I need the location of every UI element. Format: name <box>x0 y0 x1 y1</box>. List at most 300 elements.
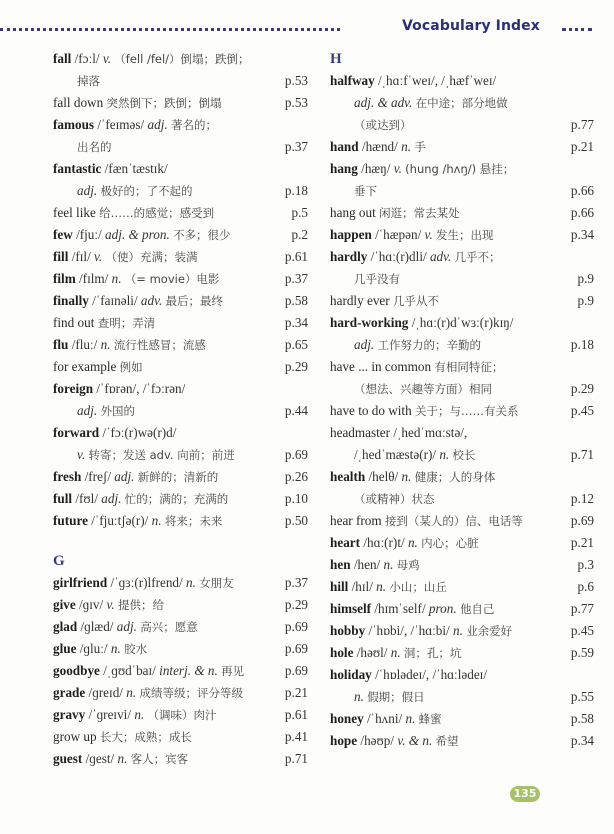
phrase: find out <box>53 315 95 330</box>
phonetic: /ˈɡreɪvi/ <box>88 707 132 722</box>
page-reference: p.66 <box>570 183 594 198</box>
page-reference: p.69 <box>284 663 308 678</box>
part-of-speech: n. <box>186 575 196 590</box>
page-reference: p.44 <box>284 403 308 418</box>
page-reference: p.77 <box>570 601 594 616</box>
phonetic: /fɔːl/ <box>74 51 100 66</box>
page-reference: p.3 <box>577 557 594 572</box>
page-reference: p.34 <box>570 733 594 748</box>
page-reference: p.77 <box>570 117 594 132</box>
part-of-speech: adj. <box>147 117 168 132</box>
vocab-entry <box>53 334 308 356</box>
definition: 几乎没有 <box>354 272 400 286</box>
entry-continuation <box>330 268 594 290</box>
dotted-rule-right <box>562 28 592 31</box>
definition: 闲逛；常去某处 <box>379 206 460 220</box>
headword: headmaster <box>330 425 391 440</box>
part-of-speech: n. <box>126 685 137 700</box>
definition: 客人；宾客 <box>130 752 189 766</box>
headword: holiday <box>330 667 372 682</box>
definition: 例如 <box>119 360 143 374</box>
phonetic: /ˈhʌni/ <box>367 711 403 726</box>
entry-continuation <box>330 444 594 466</box>
part-of-speech: pron. <box>428 601 457 616</box>
headword: fantastic <box>53 161 102 176</box>
definition: 在中途；部分地做 <box>415 96 508 110</box>
page-reference: p.71 <box>570 447 594 462</box>
vocab-entry <box>53 158 308 180</box>
headword: health <box>330 469 366 484</box>
part-of-speech: n. <box>110 641 121 656</box>
running-header <box>0 18 614 42</box>
definition: 有相同特征； <box>434 360 504 374</box>
headword: fill <box>53 249 69 264</box>
phrase: feel like <box>53 205 96 220</box>
part-of-speech: n. <box>407 535 418 550</box>
phonetic: /ɡlæd/ <box>80 619 114 634</box>
part-of-speech: n. <box>390 645 401 660</box>
vocab-entry <box>330 730 594 752</box>
page-reference: p.61 <box>284 707 308 722</box>
page-reference: p.65 <box>284 337 308 352</box>
vocab-entry <box>53 466 308 488</box>
definition: 洞；孔；坑 <box>403 646 462 660</box>
page-reference: p.18 <box>570 337 594 352</box>
definition: 最后；最终 <box>165 294 224 308</box>
phonetic: /fjuː/ <box>76 227 102 242</box>
vocab-entry <box>53 594 308 616</box>
phonetic: /ˈfɒrən/, /ˈfɔːrən/ <box>96 381 186 396</box>
phonetic: /ˈfaɪnəli/ <box>92 293 138 308</box>
headword: foreign <box>53 381 94 396</box>
definition: （= movie）电影 <box>124 272 220 286</box>
headword: guest <box>53 751 83 766</box>
phonetic: /ɡɪv/ <box>79 597 104 612</box>
vocab-entry <box>330 246 594 268</box>
phonetic: /ˌhɑːfˈweɪ/, /ˌhæfˈweɪ/ <box>378 73 497 88</box>
phonetic: /ˌhedˈmɑːstə/, <box>393 425 468 440</box>
vocab-entry <box>330 466 594 488</box>
vocab-entry <box>330 202 594 224</box>
definition: 内心；心脏 <box>421 536 479 550</box>
page-reference: p.9 <box>577 293 594 308</box>
page-reference: p.21 <box>284 685 308 700</box>
headword: give <box>53 597 76 612</box>
phonetic: /ˈfeɪməs/ <box>97 117 145 132</box>
vocab-entry <box>53 312 308 334</box>
vocab-entry <box>53 616 308 638</box>
phonetic: /ɡest/ <box>85 751 115 766</box>
dotted-rule <box>0 28 340 31</box>
vocab-entry <box>53 48 308 70</box>
headword: heart <box>330 535 361 550</box>
definition: 工作努力的；辛勤的 <box>377 338 481 352</box>
part-of-speech: n. <box>439 447 450 462</box>
vocab-entry <box>53 704 308 726</box>
entry-continuation <box>53 400 308 422</box>
definition: 女朋友 <box>199 576 234 590</box>
phonetic: /ˈhɑː(r)dli/ <box>370 249 427 264</box>
page-reference: p.37 <box>284 139 308 154</box>
page-reference: p.69 <box>284 619 308 634</box>
vocab-entry <box>330 400 594 422</box>
definition: 几乎从不 <box>392 294 439 308</box>
vocab-entry <box>53 268 308 290</box>
headword: happen <box>330 227 372 242</box>
page-reference: p.10 <box>284 491 308 506</box>
vocab-entry <box>53 748 308 770</box>
phonetic: /ɡreɪd/ <box>88 685 123 700</box>
headword: hole <box>330 645 354 660</box>
phonetic: /ɡluː/ <box>79 641 108 656</box>
definition: 转寄；发送 adv. 向前；前进 <box>88 448 235 462</box>
part-of-speech: n. <box>453 623 463 638</box>
definition: （调味）肉汁 <box>147 708 217 722</box>
header-title: Vocabulary Index <box>402 18 540 34</box>
headword: finally <box>53 293 89 308</box>
vocab-entry <box>53 638 308 660</box>
vocab-entry <box>53 290 308 312</box>
vocab-entry <box>330 554 594 576</box>
part-of-speech: adj. & adv. <box>354 95 413 110</box>
headword: famous <box>53 117 95 132</box>
page-reference: p.26 <box>284 469 308 484</box>
page-reference: p.61 <box>284 249 308 264</box>
part-of-speech: n. <box>401 139 411 154</box>
definition: 垂下 <box>354 184 377 198</box>
phonetic: /fɪl/ <box>71 249 91 264</box>
part-of-speech: v. <box>393 161 402 176</box>
phonetic: /ˌɡʊdˈbaɪ/ <box>103 663 156 678</box>
phonetic: /hɪmˈself/ <box>374 601 426 616</box>
vocab-entry <box>330 290 594 312</box>
vocab-entry <box>330 708 594 730</box>
phonetic: /fʊl/ <box>75 491 98 506</box>
phrase: for example <box>53 359 117 374</box>
entry-continuation <box>330 686 594 708</box>
entry-continuation <box>53 136 308 158</box>
phonetic: /fluː/ <box>71 337 98 352</box>
definition: (hung /hʌŋ/) 悬挂； <box>405 162 515 176</box>
entry-continuation <box>330 488 594 510</box>
page-reference: p.45 <box>570 623 594 638</box>
phonetic: /həʊl/ <box>356 645 388 660</box>
definition: 掉落 <box>77 74 100 88</box>
part-of-speech: v. <box>94 249 103 264</box>
vocab-entry <box>330 620 594 642</box>
page-reference: p.2 <box>291 227 308 242</box>
page-number-badge: 135 <box>510 786 540 802</box>
definition: 流行性感冒；流感 <box>113 338 206 352</box>
vocab-entry <box>53 224 308 246</box>
phrase: hang out <box>330 205 376 220</box>
phonetic: /fɪlm/ <box>79 271 109 286</box>
page-reference: p.37 <box>284 271 308 286</box>
page-reference: p.29 <box>284 359 308 374</box>
part-of-speech: n. <box>401 469 412 484</box>
phonetic: /helθ/ <box>368 469 399 484</box>
definition: 胶水 <box>124 642 148 656</box>
definition: 关于；与……有关系 <box>414 404 519 418</box>
vocab-entry <box>330 70 594 92</box>
vocab-entry <box>330 422 594 444</box>
phonetic: /hen/ <box>353 557 381 572</box>
phrase: have ... in common <box>330 359 432 374</box>
headword: fresh <box>53 469 82 484</box>
page-reference: p.66 <box>570 205 594 220</box>
vocab-entry <box>53 510 308 532</box>
part-of-speech: v. <box>424 227 433 242</box>
headword: hill <box>330 579 349 594</box>
headword: hard-working <box>330 315 409 330</box>
definition: （或达到） <box>354 118 412 132</box>
definition: 他自己 <box>459 602 495 616</box>
headword: glue <box>53 641 77 656</box>
vocab-entry <box>330 136 594 158</box>
vocab-entry <box>53 114 308 136</box>
headword: few <box>53 227 73 242</box>
definition: 突然倒下；跌倒；倒塌 <box>106 96 222 110</box>
definition: 校长 <box>452 448 476 462</box>
definition: 将来；未来 <box>164 514 223 528</box>
headword: hen <box>330 557 351 572</box>
phonetic: /freʃ/ <box>84 469 111 484</box>
part-of-speech: n. <box>111 271 122 286</box>
headword: girlfriend <box>53 575 108 590</box>
vocab-entry <box>330 532 594 554</box>
definition: （或精神）状态 <box>354 492 435 506</box>
page-reference: p.69 <box>284 641 308 656</box>
section-gap <box>53 532 308 550</box>
definition: 不多；很少 <box>173 228 231 242</box>
phonetic: /ˈhɒbi/, /ˈhɑːbi/ <box>368 623 450 638</box>
vocab-entry <box>53 660 308 682</box>
part-of-speech: n. <box>134 707 145 722</box>
definition: 著名的； <box>170 118 217 132</box>
definition: 高兴；愿意 <box>140 620 198 634</box>
phrase: fall down <box>53 95 104 110</box>
headword: full <box>53 491 73 506</box>
definition: 业余爱好 <box>466 624 513 638</box>
entry-continuation <box>330 92 594 114</box>
definition: 发生；出现 <box>436 228 494 242</box>
page-reference: p.69 <box>284 447 308 462</box>
page-reference: p.12 <box>570 491 594 506</box>
part-of-speech: n. <box>117 751 128 766</box>
definition: 几乎不； <box>454 250 501 264</box>
phonetic: /ˈfɔː(r)wə(r)d/ <box>102 425 177 440</box>
part-of-speech: n. <box>405 711 416 726</box>
page-reference: p.58 <box>570 711 594 726</box>
headword: gravy <box>53 707 86 722</box>
page-reference: p.6 <box>577 579 594 594</box>
page-reference: p.9 <box>577 271 594 286</box>
headword: glad <box>53 619 78 634</box>
entry-continuation <box>330 334 594 356</box>
vocab-entry <box>53 246 308 268</box>
headword: hobby <box>330 623 366 638</box>
entry-continuation <box>330 180 594 202</box>
entry-continuation <box>53 180 308 202</box>
entry-continuation <box>53 444 308 466</box>
entry-continuation <box>330 114 594 136</box>
part-of-speech: v. & n. <box>397 733 433 748</box>
definition: 蜂蜜 <box>418 712 442 726</box>
phonetic: /ˈfjuːtʃə(r)/ <box>91 513 149 528</box>
definition: 接到（某人的）信、电话等 <box>384 514 523 528</box>
phonetic: /hænd/ <box>361 139 398 154</box>
vocab-entry <box>53 572 308 594</box>
definition: （想法、兴趣等方面）相同 <box>354 382 492 396</box>
part-of-speech: n. <box>100 337 111 352</box>
entry-continuation <box>53 70 308 92</box>
part-of-speech: v. <box>102 51 111 66</box>
phonetic: /fænˈtæstɪk/ <box>104 161 168 176</box>
part-of-speech: n. <box>354 689 364 704</box>
definition: 长大；成熟；成长 <box>99 730 192 744</box>
page-reference: p.5 <box>291 205 308 220</box>
headword: hardly <box>330 249 368 264</box>
headword: fall <box>53 51 72 66</box>
vocab-entry <box>330 356 594 378</box>
page-reference: p.18 <box>284 183 308 198</box>
definition: 出名的 <box>77 140 112 154</box>
headword: honey <box>330 711 364 726</box>
section-letter-h: H <box>330 51 342 67</box>
definition: 假期；假日 <box>367 690 425 704</box>
headword: halfway <box>330 73 375 88</box>
part-of-speech: interj. & n. <box>159 663 218 678</box>
phonetic: /ˌhedˈmæstə(r)/ <box>354 447 437 462</box>
definition: （fell /fel/）倒塌；跌倒； <box>114 52 250 66</box>
part-of-speech: adj. <box>77 403 98 418</box>
vocab-entry <box>53 202 308 224</box>
vocab-entry <box>53 682 308 704</box>
page-reference: p.34 <box>284 315 308 330</box>
vocab-entry <box>330 642 594 664</box>
vocab-entry <box>330 598 594 620</box>
page-reference: p.69 <box>570 513 594 528</box>
section-letter-g: G <box>53 553 65 569</box>
vocab-entry <box>330 510 594 532</box>
vocab-entry <box>330 576 594 598</box>
definition: 外国的 <box>100 404 135 418</box>
page-reference: p.45 <box>570 403 594 418</box>
definition: 给……的感觉；感受到 <box>99 206 215 220</box>
headword: goodbye <box>53 663 100 678</box>
part-of-speech: adj. <box>114 469 135 484</box>
vocab-entry <box>53 488 308 510</box>
phrase: hear from <box>330 513 382 528</box>
definition: 健康；人的身体 <box>414 470 496 484</box>
phonetic: /ˈhæpən/ <box>375 227 422 242</box>
part-of-speech: adv. <box>429 249 452 264</box>
vocab-entry <box>53 356 308 378</box>
phonetic: /ˈhɒlədeɪ/, /ˈhɑːlədeɪ/ <box>375 667 488 682</box>
headword: hang <box>330 161 358 176</box>
definition: （使）充满；装满 <box>105 250 198 264</box>
vocab-entry <box>330 312 594 334</box>
headword: forward <box>53 425 100 440</box>
headword: hope <box>330 733 358 748</box>
headword: film <box>53 271 76 286</box>
page-reference: p.29 <box>284 597 308 612</box>
vocab-entry <box>53 422 308 444</box>
definition: 成绩等级；评分等级 <box>139 686 243 700</box>
definition: 小山；山丘 <box>389 580 447 594</box>
phonetic: /hæŋ/ <box>361 161 391 176</box>
right-column <box>330 48 594 752</box>
vocab-entry <box>330 224 594 246</box>
phonetic: /hɪl/ <box>351 579 373 594</box>
part-of-speech: n. <box>151 513 162 528</box>
definition: 希望 <box>435 734 459 748</box>
page-reference: p.55 <box>570 689 594 704</box>
phrase: hardly ever <box>330 293 390 308</box>
part-of-speech: adj. <box>116 619 137 634</box>
page-reference: p.53 <box>284 95 308 110</box>
page-reference: p.58 <box>284 293 308 308</box>
phonetic: /ˌhɑː(r)dˈwɜː(r)kɪŋ/ <box>411 315 514 330</box>
definition: 手 <box>414 140 426 154</box>
headword: grade <box>53 685 86 700</box>
phrase: have to do with <box>330 403 412 418</box>
definition: 忙的；满的；充满的 <box>124 492 229 506</box>
definition: 母鸡 <box>396 558 420 572</box>
vocab-entry <box>53 378 308 400</box>
definition: 再见 <box>221 664 245 678</box>
page-reference: p.29 <box>570 381 594 396</box>
part-of-speech: adj. & pron. <box>105 227 170 242</box>
vocab-entry <box>53 726 308 748</box>
headword: future <box>53 513 88 528</box>
vocab-entry <box>330 664 594 686</box>
definition: 提供；给 <box>117 598 164 612</box>
page-reference: p.41 <box>284 729 308 744</box>
definition: 查明；弄清 <box>97 316 156 330</box>
part-of-speech: n. <box>376 579 387 594</box>
part-of-speech: adv. <box>140 293 163 308</box>
page-reference: p.21 <box>570 139 594 154</box>
part-of-speech: n. <box>383 557 394 572</box>
part-of-speech: v. <box>77 447 86 462</box>
part-of-speech: adj. <box>354 337 375 352</box>
vocab-entry <box>53 92 308 114</box>
entry-continuation <box>330 378 594 400</box>
phonetic: /həʊp/ <box>360 733 395 748</box>
page-reference: p.59 <box>570 645 594 660</box>
part-of-speech: v. <box>106 597 115 612</box>
page-reference: p.34 <box>570 227 594 242</box>
page-reference: p.37 <box>284 575 308 590</box>
phonetic: /hɑː(r)t/ <box>363 535 405 550</box>
phonetic: /ˈɡɜː(r)lfrend/ <box>110 575 183 590</box>
left-column <box>53 48 308 770</box>
vocab-entry <box>330 158 594 180</box>
headword: flu <box>53 337 69 352</box>
definition: 新鲜的；清新的 <box>137 470 219 484</box>
definition: 极好的；了不起的 <box>100 184 193 198</box>
headword: himself <box>330 601 372 616</box>
headword: hand <box>330 139 359 154</box>
part-of-speech: adj. <box>77 183 98 198</box>
page-reference: p.50 <box>284 513 308 528</box>
phrase: grow up <box>53 729 97 744</box>
page-reference: p.53 <box>284 73 308 88</box>
page-reference: p.21 <box>570 535 594 550</box>
page-reference: p.71 <box>284 751 308 766</box>
part-of-speech: adj. <box>101 491 122 506</box>
